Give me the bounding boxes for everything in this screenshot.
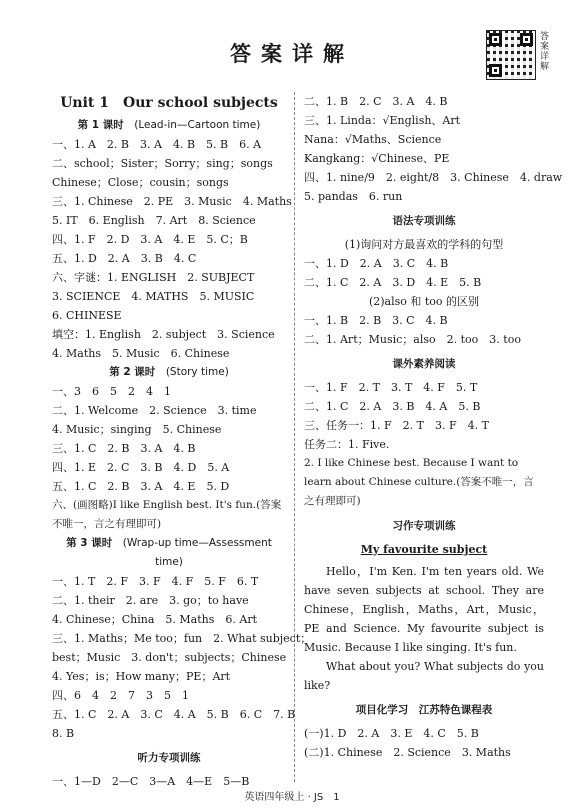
listening-continued bbox=[304, 92, 563, 206]
answer-note: 2. I like Chinese best. Because I want to learn about Chinese culture.(答案不唯一，言之有理即可) bbox=[304, 457, 534, 507]
answer-line: 二、1. Art；Music；also 2. too 3. too bbox=[304, 333, 521, 346]
qr-label: 答案详解 bbox=[540, 32, 550, 72]
column-divider bbox=[294, 92, 295, 782]
answer-line: 4. Maths 5. Music 6. Chinese bbox=[52, 347, 230, 360]
answer-line: 二、1. C 2. A 3. B 4. A 5. B bbox=[304, 400, 481, 413]
answer-line: 三、任务一：1. F 2. T 3. F 4. T bbox=[304, 419, 489, 432]
answer-line: 一、1. A 2. B 3. A 4. B 5. B 6. A bbox=[52, 138, 262, 151]
answer-line: 任务二：1. Five. bbox=[304, 438, 390, 451]
answer-note: 六、(画图略)I like English best. It's fun.(答案不唯一，言之有理即可) bbox=[52, 499, 282, 530]
answer-line: 三、1. Chinese 2. PE 3. Music 4. Maths bbox=[52, 195, 292, 208]
essay-paragraph: What about you? What subjects do you like? bbox=[304, 660, 544, 692]
project-heading: 项目化学习 江苏特色课程表 bbox=[355, 704, 493, 716]
essay-title: My favourite subject bbox=[360, 543, 488, 556]
lesson-3-answers bbox=[52, 572, 312, 743]
unit-title: Unit 1 Our school subjects bbox=[60, 95, 278, 111]
answer-line: 三、1. Maths；Me too；fun 2. What subject； bbox=[52, 632, 312, 645]
grammar-subheading-2: (2)also 和 too 的区别 bbox=[368, 295, 480, 308]
answer-line: 一、1. T 2. F 3. F 4. F 5. F 6. T bbox=[52, 575, 259, 588]
answer-line: 六、字谜：1. ENGLISH 2. SUBJECT bbox=[52, 271, 255, 284]
left-column bbox=[52, 92, 312, 791]
answer-line: 五、1. D 2. A 3. B 4. C bbox=[52, 252, 197, 265]
answer-line: 5. IT 6. English 7. Art 8. Science bbox=[52, 214, 256, 227]
answer-line: 填空：1. English 2. subject 3. Science bbox=[52, 328, 275, 341]
right-column bbox=[304, 92, 563, 762]
answer-line: best；Music 3. don't；subjects；Chinese bbox=[52, 651, 287, 664]
essay-paragraph: Hello，I'm Ken. I'm ten years old. We have seven subjects at school. They are Chinese，English，Maths，Art，Music，PE and Science. My favourite subject is Music. Because I like singing. It's fun. bbox=[304, 565, 544, 654]
answer-line: 二、school；Sister；Sorry；sing；songs bbox=[52, 157, 273, 170]
answer-line: 二、1. their 2. are 3. go；to have bbox=[52, 594, 249, 607]
answer-line: 5. pandas 6. run bbox=[304, 190, 403, 203]
answer-line: 4. Music；singing 5. Chinese bbox=[52, 423, 222, 436]
page-title: 答案详解 bbox=[230, 42, 354, 66]
answer-line: Kangkang：√Chinese、PE bbox=[304, 152, 450, 165]
grammar-heading: 语法专项训练 bbox=[392, 215, 456, 227]
listening-heading: 听力专项训练 bbox=[137, 752, 201, 764]
answer-line: 二、1. C 2. A 3. D 4. E 5. B bbox=[304, 276, 482, 289]
answer-line: 6. CHINESE bbox=[52, 309, 122, 322]
answer-line: (二)1. Chinese 2. Science 3. Maths bbox=[304, 746, 511, 759]
answer-line: 二、1. Welcome 2. Science 3. time bbox=[52, 404, 257, 417]
lesson-2-answers bbox=[52, 382, 286, 534]
answer-line: 一、3 6 5 2 4 1 bbox=[52, 385, 171, 398]
qr-code bbox=[486, 30, 536, 80]
answer-line: 一、1—D 2—C 3—A 4—E 5—B bbox=[52, 775, 250, 788]
reading-heading: 课外素养阅读 bbox=[392, 358, 456, 370]
answer-line: 8. B bbox=[52, 727, 75, 740]
answer-line: 一、1. F 2. T 3. T 4. F 5. T bbox=[304, 381, 478, 394]
answer-line: 3. SCIENCE 4. MATHS 5. MUSIC bbox=[52, 290, 255, 303]
answer-line: 一、1. D 2. A 3. C 4. B bbox=[304, 257, 449, 270]
answer-line: (一)1. D 2. A 3. E 4. C 5. B bbox=[304, 727, 479, 740]
answer-line: 四、1. nine/9 2. eight/8 3. Chinese 4. draw bbox=[304, 171, 563, 184]
writing-heading: 习作专项训练 bbox=[392, 520, 456, 532]
lesson-1-answers bbox=[52, 135, 292, 363]
grammar-subheading-1: (1)询问对方最喜欢的学科的句型 bbox=[344, 238, 504, 251]
answer-line: 五、1. C 2. A 3. C 4. A 5. B 6. C 7. B bbox=[52, 708, 296, 721]
answer-line: 一、1. B 2. B 3. C 4. B bbox=[304, 314, 448, 327]
lesson-2-heading: 第 2 课时 (Story time) bbox=[109, 366, 229, 378]
answer-line: 四、1. F 2. D 3. A 4. E 5. C；B bbox=[52, 233, 248, 246]
answer-line: 4. Yes；is；How many；PE；Art bbox=[52, 670, 231, 683]
essay bbox=[304, 562, 544, 695]
answer-line: Chinese；Close；cousin；songs bbox=[52, 176, 229, 189]
answer-line: 四、6 4 2 7 3 5 1 bbox=[52, 689, 189, 702]
answer-line: 4. Chinese；China 5. Maths 6. Art bbox=[52, 613, 257, 626]
answer-line: 三、1. Linda：√English、Art bbox=[304, 114, 461, 127]
answer-line: 三、1. C 2. B 3. A 4. B bbox=[52, 442, 196, 455]
lesson-3-heading: 第 3 课时 (Wrap-up time—Assessment time) bbox=[66, 537, 272, 568]
answer-line: 四、1. E 2. C 3. B 4. D 5. A bbox=[52, 461, 230, 474]
answer-line: 五、1. C 2. B 3. A 4. E 5. D bbox=[52, 480, 230, 493]
answer-line: Nana：√Maths、Science bbox=[304, 133, 442, 146]
lesson-1-heading: 第 1 课时 (Lead-in—Cartoon time) bbox=[77, 119, 261, 131]
page-footer: 英语四年级上 · JS 1 bbox=[244, 792, 340, 803]
answer-line: 二、1. B 2. C 3. A 4. B bbox=[304, 95, 448, 108]
